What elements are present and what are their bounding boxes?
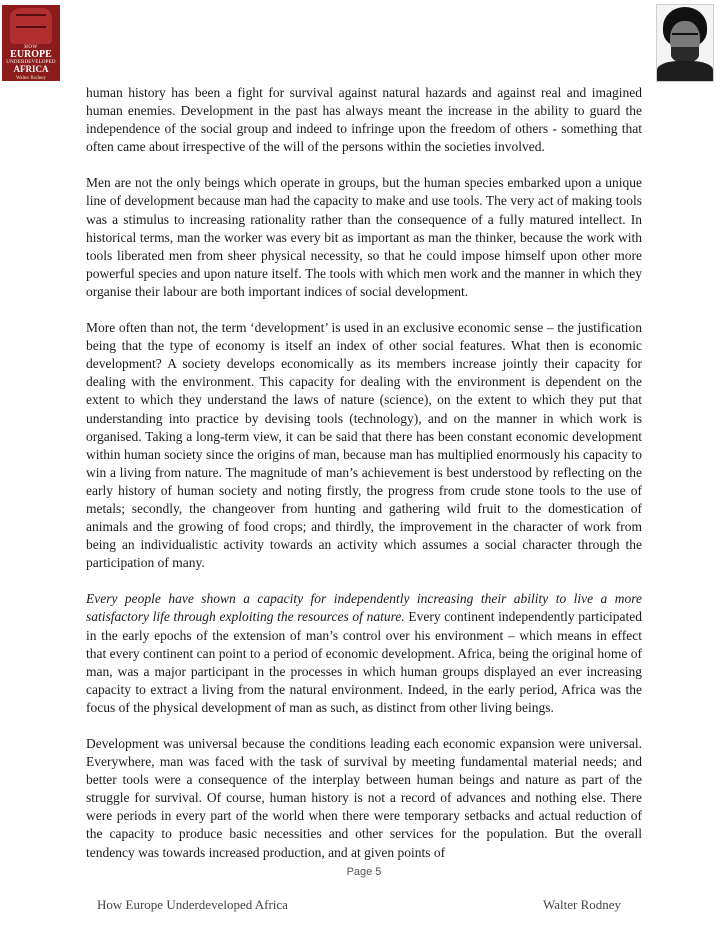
footer-author: Walter Rodney (543, 897, 622, 912)
cover-title-line-3: UNDERDEVELOPED (6, 60, 56, 65)
paragraph-4-rest: Every continent independently participated in the early epochs of the extension of man’s control over his environment – which means in effect that every continent can point to a period of economic development. Africa, being the original home of man, was a major participant in the processes in which human groups displayed an ever increasing capacity to extract a living from the natural environment. Indeed, in the early period, Africa was the focus of the physical development of man as such, as distinct from other living beings. (86, 609, 642, 715)
body-text (86, 84, 642, 880)
cover-title-line-2: EUROPE (10, 49, 52, 60)
paragraph-3: More often than not, the term ‘development’ is used in an exclusive economic sense – the justification being that the type of economy is itself an index of other social features. What then is economic development? A society develops economically as its members increase jointly their capacity for dealing with the environment. This capacity for dealing with the environment is dependent on the extent to which they understand the laws of nature (science), on the extent to which they put that understanding into practice by devising tools (technology), and on the manner in which work is organised. Taking a long-term view, it can be said that there has been constant economic development within human society since the origins of man, because man has multiplied enormously his capacity to win a living from nature. The magnitude of man’s achievement is best understood by reflecting on the early history of human society and noting firstly, the progress from crude stone tools to the use of metals; secondly, the changeover from hunting and gathering wild fruit to the domestication of animals and the growing of food crops; and thirdly, the improvement in the character of work from being an individualistic activity towards an activity which assumes a social character through the participation of many. (86, 320, 642, 571)
footer-book-title: How Europe Underdeveloped Africa (97, 897, 288, 912)
raised-fist-icon (10, 8, 52, 44)
cover-author: Walter Rodney (15, 76, 46, 81)
cover-title-line-1: HOW (24, 45, 38, 50)
cover-title-line-4: AFRICA (13, 64, 49, 74)
paragraph-1: human history has been a fight for survival against natural hazards and against real and imagined human enemies. Development in the past has always meant the increase in the ability to guard the independence of the social group and indeed to infringe upon the freedom of others - something that often came about irrespective of the will of the persons within the societies involved. (86, 85, 642, 155)
paragraph-2: Men are not the only beings which operate in groups, but the human species embarked upon a unique line of development because man had the capacity to make and use tools. The very act of making tools was a stimulus to increasing rationality rather than the consequence of a fully matured intellect. In historical terms, man the worker was every bit as important as man the thinker, because the work with tools liberated men from sheer physical necessity, so that he could impose himself upon other more powerful species and upon nature itself. The tools with which men work and the manner in which they organise their labour are both important indices of social development. (86, 175, 642, 299)
paragraph-5: Development was universal because the conditions leading each economic expansion were universal. Everywhere, man was faced with the task of survival by meeting fundamental material needs; and better tools were a consequence of the interplay between human beings and nature as part of the struggle for survival. Of course, human history is not a record of advances and nothing else. There were periods in every part of the world when there were temporary setbacks and actual reduction of the capacity to produce basic necessities and other services for the population. But the overall tendency was towards increased production, and at given points of (86, 736, 642, 860)
author-portrait-image (656, 4, 714, 82)
paragraph-4-italic: Every people have shown a capacity for independently increasing their ability to live a more satisfactory life through exploiting the resources of nature. (86, 591, 642, 625)
book-cover-image (2, 5, 60, 81)
paragraph-4 (86, 590, 642, 717)
page-number: Page 5 (346, 866, 382, 878)
